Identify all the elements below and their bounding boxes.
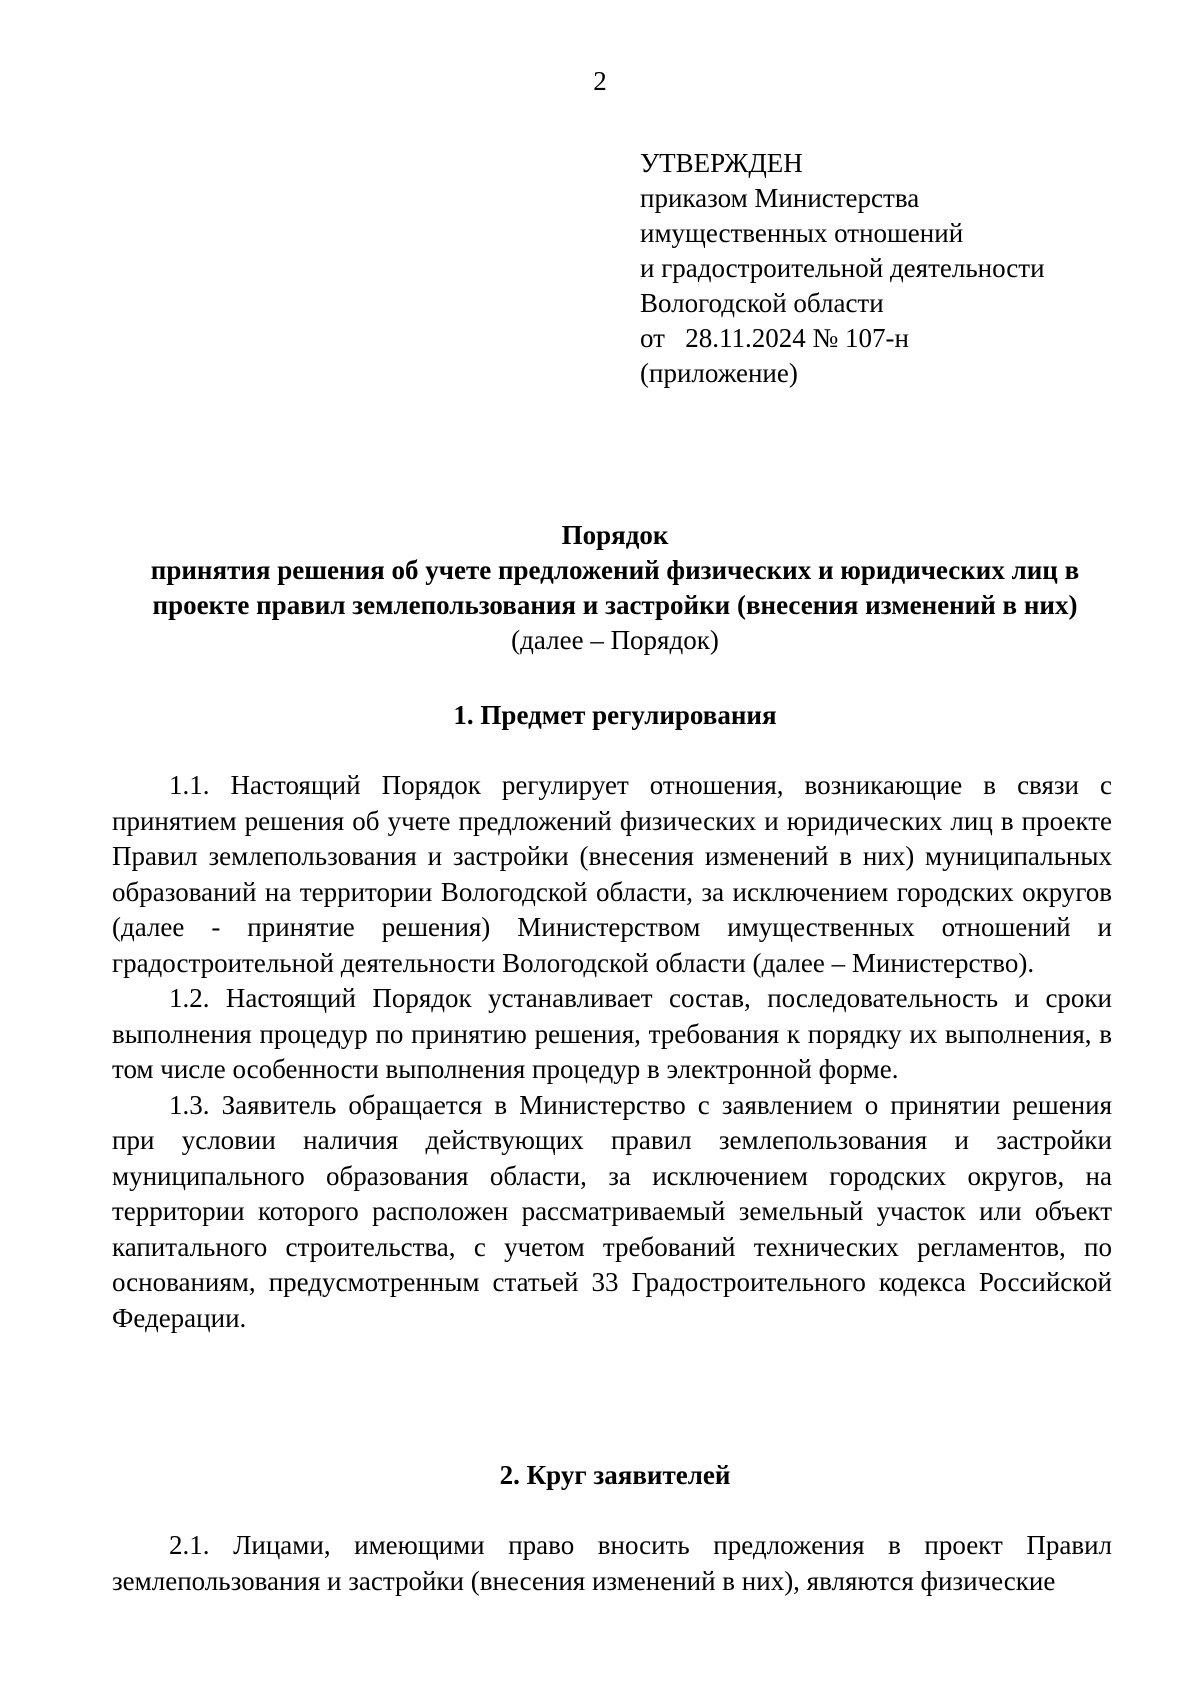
section-body bbox=[112, 1528, 1112, 1599]
paragraph: 2.1. Лицами, имеющими право вносить предложения в проект Правил землепользования и застройки (внесения изменений в них), являются физические bbox=[112, 1530, 1112, 1596]
approval-line: Вологодской области bbox=[640, 288, 884, 318]
paragraph: 1.3. Заявитель обращается в Министерство с заявлением о принятии решения при условии наличия действующих правил землепользования и застройки муниципального образования области, за исключением городских округов, на территории которого расположен рассматриваемый земельный участок или объект капитального строительства, с учетом требований технических регламентов, по основаниям, предусмотренным статьей 33 Градостроительного кодекса Российской Федерации. bbox=[112, 1089, 1112, 1333]
document-title-note: (далее – Порядок) bbox=[511, 625, 719, 655]
paragraph: 1.2. Настоящий Порядок устанавливает состав, последовательность и сроки выполнения процедур по принятию решения, требования к порядку их выполнения, в том числе особенности выполнения процедур в электронной форме. bbox=[112, 983, 1112, 1084]
section-body bbox=[112, 768, 1112, 1336]
approval-line: и градостроительной деятельности bbox=[640, 253, 1045, 283]
approval-line: приказом Министерства bbox=[640, 183, 920, 213]
section-heading: 1. Предмет регулирования bbox=[453, 700, 777, 730]
approval-stamp bbox=[640, 146, 1045, 391]
document-title: Порядок bbox=[561, 520, 669, 550]
approval-line: от 28.11.2024 № 107-н bbox=[640, 323, 909, 353]
approval-line: УТВЕРЖДЕН bbox=[640, 148, 803, 178]
approval-line: (приложение) bbox=[640, 358, 798, 388]
approval-line: имущественных отношений bbox=[640, 218, 964, 248]
paragraph: 1.1. Настоящий Порядок регулирует отношения, возникающие в связи с принятием решения об учете предложений физических и юридических лиц в проекте Правил землепользования и застройки (внесения изменений в них) муниципальных образований на территории Вологодской области, за исключением городских округов (далее - принятие решения) Министерством имущественных отношений и градостроительной деятельности Вологодской области (далее – Министерство). bbox=[112, 770, 1112, 978]
document-title-block bbox=[100, 518, 1130, 658]
page-number: 2 bbox=[593, 66, 607, 96]
section-heading: 2. Круг заявителей bbox=[499, 1460, 731, 1490]
document-subtitle: принятия решения об учете предложений физических и юридических лиц в проекте правил землепользования и застройки (внесения изменений в них) bbox=[150, 555, 1080, 620]
